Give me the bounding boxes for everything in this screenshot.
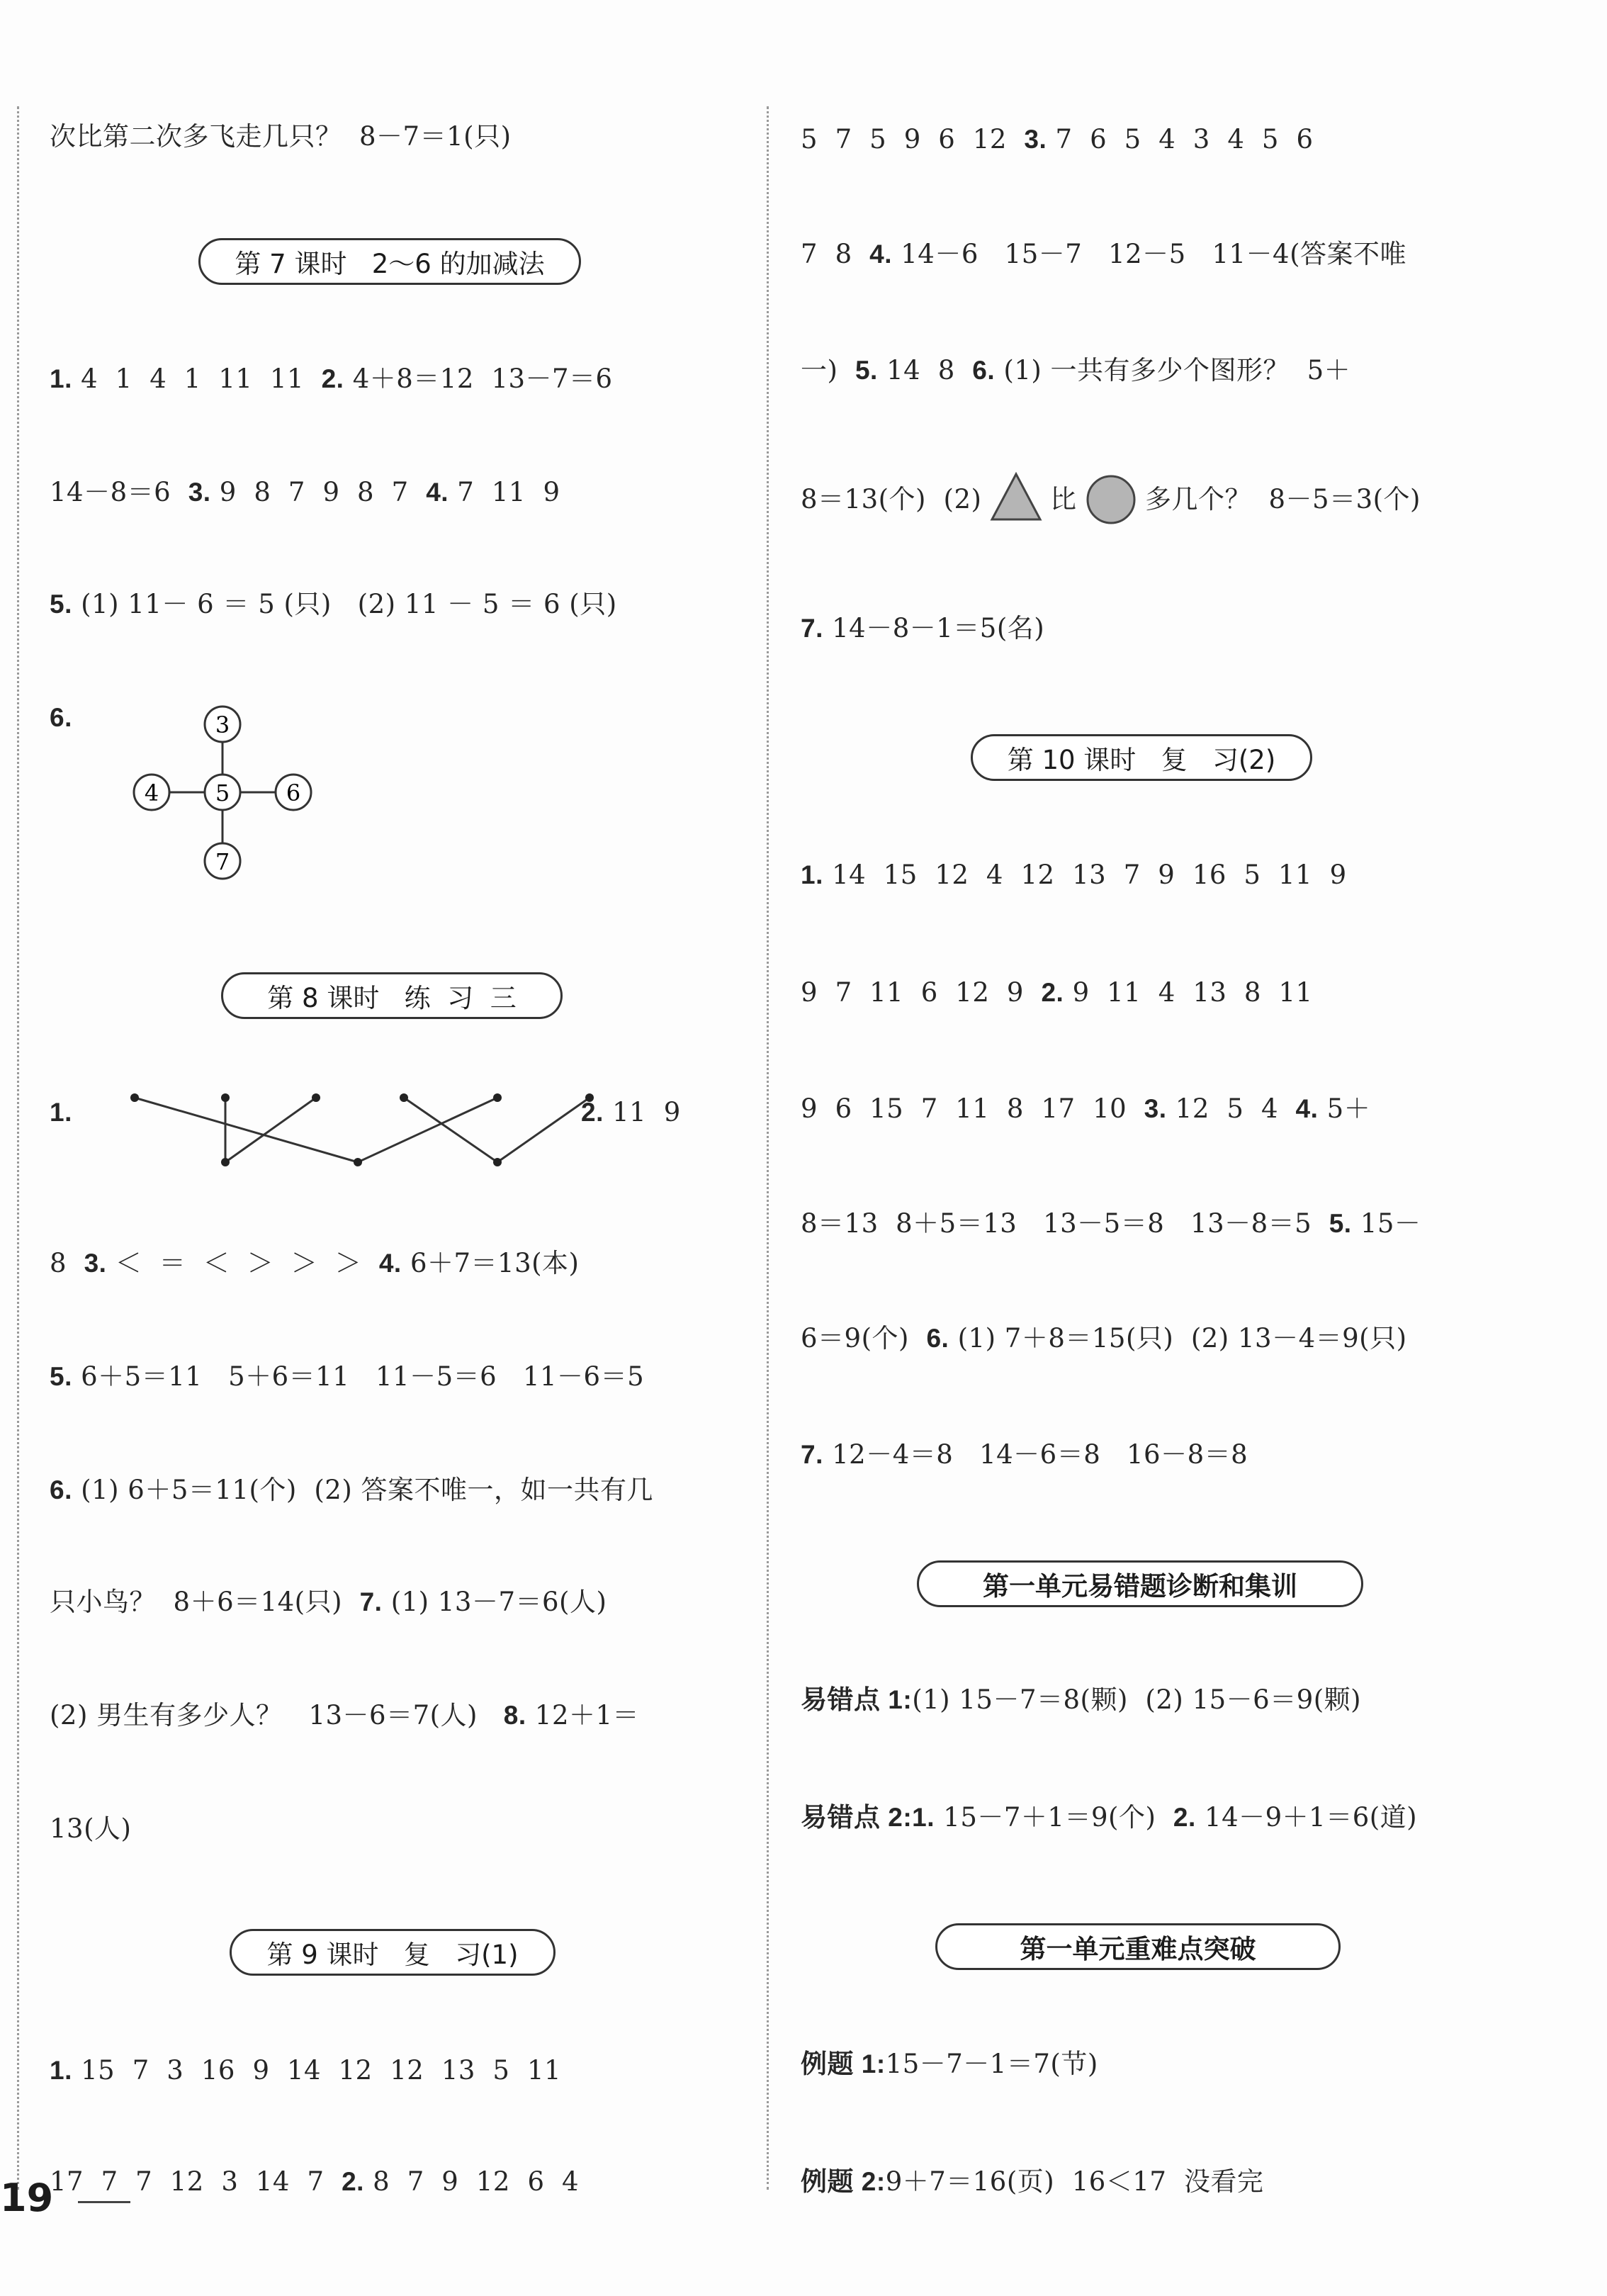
answer-line: 易错点 1:(1) 15－7＝8(颗) (2) 15－6＝9(颗) xyxy=(801,1684,1362,1715)
answer-line: 7. 12－4＝8 14－6＝8 16－8＝8 xyxy=(801,1439,1248,1470)
answer-line: 1. xyxy=(50,1098,72,1127)
matching-lines-diagram xyxy=(85,1081,595,1159)
right-column xyxy=(794,0,1516,2296)
circle-shape xyxy=(1086,484,1137,519)
answer-line: 7 8 4. 14－6 15－7 12－5 11－4(答案不唯 xyxy=(801,239,1407,269)
page-number-dash xyxy=(78,2201,130,2203)
answer-line: 13(人) xyxy=(50,1813,132,1844)
answer-line: 8＝13 8＋5＝13 13－5＝8 13－8＝5 5. 15－ xyxy=(801,1208,1421,1239)
answer-line: 一) 5. 14 8 6. (1) 一共有多少个图形？ 5＋ xyxy=(801,355,1351,386)
answer-line: 9 7 11 6 12 9 2. 9 11 4 13 8 11 xyxy=(801,977,1313,1008)
answer-line: 1. 4 1 4 1 11 11 2. 4＋8＝12 13－7＝6 xyxy=(50,364,613,394)
answer-line: 2. 11 9 xyxy=(581,1097,681,1127)
lesson-10-title: 第 10 课时 复 习(2) xyxy=(971,734,1312,781)
lesson-9-title: 第 9 课时 复 习(1) xyxy=(230,1929,556,1976)
answer-line: 只小鸟？ 8＋6＝14(只) 7. (1) 13－7＝6(人) xyxy=(50,1587,607,1617)
left-margin-dotted-line xyxy=(17,106,19,2190)
answer-line: 5. (1) 11－ 6 ＝ 5 (只) (2) 11 － 5 ＝ 6 (只) xyxy=(50,589,617,619)
answer-line: 1. 14 15 12 4 12 13 7 9 16 5 11 9 xyxy=(801,860,1347,890)
answer-line: 易错点 2:1. 15－7＋1＝9(个) 2. 14－9＋1＝6(道) xyxy=(801,1802,1418,1833)
cross-right-number: 6 xyxy=(286,780,301,806)
cross-bottom-number: 7 xyxy=(215,848,230,875)
left-column xyxy=(43,0,737,2296)
answer-line: 14－8＝6 3. 9 8 7 9 8 7 4. 7 11 9 xyxy=(50,477,560,507)
answer-line: 5 7 5 9 6 12 3. 7 6 5 4 3 4 5 6 xyxy=(801,124,1314,154)
answer-line: 9 6 15 7 11 8 17 10 3. 12 5 4 4. 5＋ xyxy=(801,1093,1371,1124)
unit-1-key-points-title: 第一单元重难点突破 xyxy=(935,1923,1341,1970)
lesson-8-title: 第 8 课时 练 习 三 xyxy=(221,972,563,1019)
answer-line: (2) 男生有多少人？ 13－6＝7(人) 8. 12＋1＝ xyxy=(50,1700,640,1731)
page-number: 19 xyxy=(0,2176,54,2220)
answer-line: 8 3. ＜ ＝ ＜ ＞ ＞ ＞ 4. 6＋7＝13(本) xyxy=(50,1248,580,1278)
triangle-shape xyxy=(991,484,1042,519)
cross-center-number: 5 xyxy=(215,780,230,806)
number-cross-diagram xyxy=(85,702,319,886)
cross-top-number: 3 xyxy=(215,711,230,738)
cross-left-number: 4 xyxy=(144,780,159,806)
answer-line: 1. 15 7 3 16 9 14 12 12 13 5 11 xyxy=(50,2055,562,2086)
answer-line: 例题 2:9＋7＝16(页) 16＜17 没看完 xyxy=(801,2166,1264,2197)
answer-line: 17 7 7 12 3 14 7 2. 8 7 9 12 6 4 xyxy=(50,2166,580,2197)
answer-line: 例题 1:15－7－1＝7(节) xyxy=(801,2049,1098,2079)
answer-line: 7. 14－8－1＝5(名) xyxy=(801,613,1045,643)
answer-line: 6. xyxy=(50,703,72,732)
answer-line: 6＝9(个) 6. (1) 7＋8＝15(只) (2) 13－4＝9(只) xyxy=(801,1323,1407,1354)
answer-line: 8＝13(个) (2) 比 多几个？ 8－5＝3(个) xyxy=(801,482,1421,519)
lesson-7-title: 第 7 课时 2～6 的加减法 xyxy=(198,238,581,285)
answer-line: 5. 6＋5＝11 5＋6＝11 11－5＝6 11－6＝5 xyxy=(50,1361,645,1392)
unit-1-errors-title: 第一单元易错题诊断和集训 xyxy=(917,1560,1363,1607)
column-divider-dotted-line xyxy=(767,106,769,2190)
answer-line: 次比第二次多飞走几只？ 8－7＝1(只) xyxy=(50,121,512,152)
answer-line: 6. (1) 6＋5＝11(个) (2) 答案不唯一，如一共有几 xyxy=(50,1475,654,1505)
